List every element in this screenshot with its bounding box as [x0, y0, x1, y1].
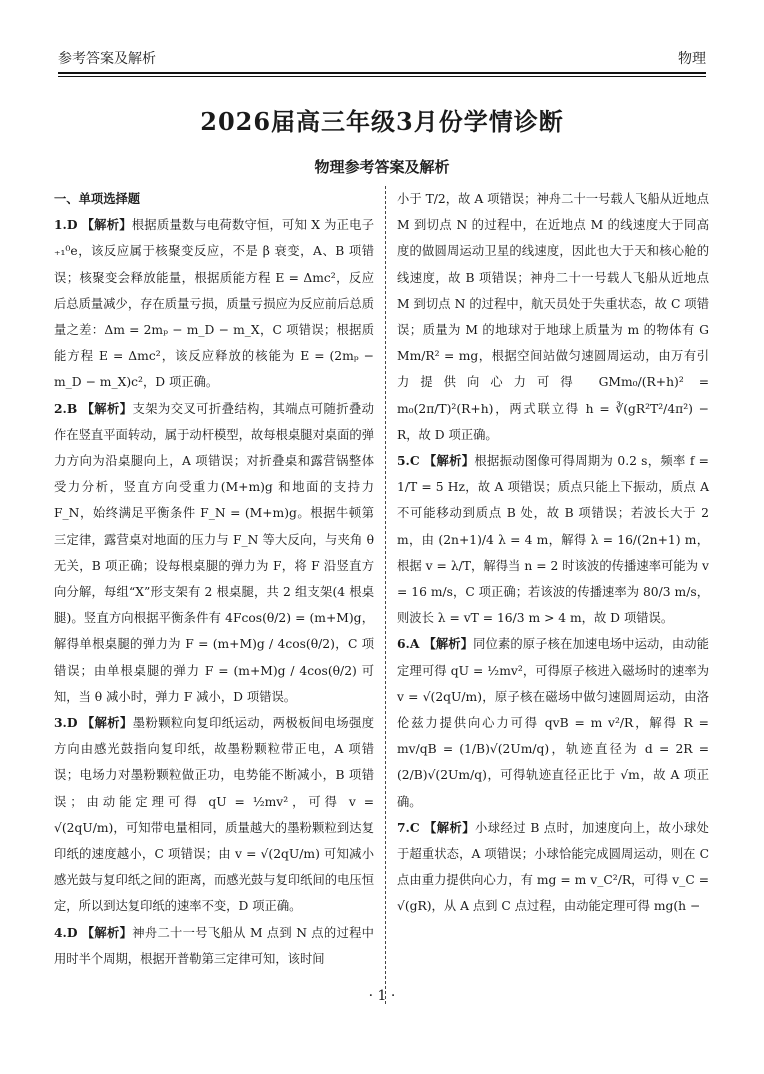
section-heading: 一、单项选择题	[54, 191, 141, 206]
header-left-title: 参考答案及解析	[58, 51, 156, 67]
column-divider	[385, 186, 386, 1004]
answer-number: 4.D	[54, 924, 78, 940]
answer-text: 神舟二十一号飞船从 M 点到 N 点的过程中用时半个周期，根据开普勒第三定律可知，该时间	[54, 925, 374, 966]
answer-item-5	[397, 448, 709, 631]
answer-number: 3.D	[54, 715, 78, 731]
answer-text: 支架为交叉可折叠结构，其端点可随折叠动作在竖直平面转动，属于动杆模型，故每根桌腿对桌面的弹力方向为沿桌腿向上，A 项错误；对折叠桌和露营锅整体受力分析，竖直方向受重力(M+m)g 和地面的支持力 F_N，始终满足平衡条件 F_N = (M+m)g。根据牛顿第三定律，露营桌对地面的压力与 F_N 等大反向，与夹角 θ 无关，B 项正确；设每根桌腿的弹力为 F，将 F 沿竖直方向分解，每组“X”形支架有 2 根桌腿，共 2 组支架(4 根桌腿)。竖直方向根据平衡条件有 4Fcos(θ/2) = (m+M)g，解得单根桌腿的弹力为 F = (m+M)g / 4cos(θ/2)，C 项错误；由单根桌腿的弹力 F = (m+M)g / 4cos(θ/2) 可知，当 θ 减小时，弹力 F 减小，D 项错误。	[54, 401, 374, 704]
answer-text: 同位素的原子核在加速电场中运动，由动能定理可得 qU = ½mv²，可得原子核进入磁场时的速率为 v = √(2qU/m)，原子核在磁场中做匀速圆周运动，由洛伦兹力提供向心力可得 qvB = m v²/R，解得 R = mv/qB = (1/B)√(2Um/q)，轨迹直径为 d = 2R = (2/B)√(2Um/q)，可得轨迹直径正比于 √m，故 A 项正确。	[397, 637, 709, 809]
answer-text: 小于 T/2，故 A 项错误；神舟二十一号载人飞船从近地点 M 到切点 N 的过程中，在近地点 M 的线速度大于同高度的做圆周运动卫星的线速度，因此也大于天和核心舱的线速度，故 B 项错误；神舟二十一号载人飞船从近地点 M 到切点 N 的过程中，航天员处于失重状态，故 C 项错误；质量为 M 的地球对于地球上质量为 m 的物体有 G Mm/R² = mg，根据空间站做匀速圆周运动，由万有引力提供向心力可得 GMm₀/(R+h)² = m₀(2π/T)²(R+h)，两式联立得 h = ∛(gR²T²/4π²) − R，故 D 项正确。	[397, 192, 709, 442]
answer-item-2	[54, 396, 374, 710]
analysis-tag: 【解析】	[81, 400, 133, 416]
answer-text: 墨粉颗粒向复印纸运动，两极板间电场强度方向由感光鼓指向复印纸，故墨粉颗粒带正电，A 项错误；电场力对墨粉颗粒做正功，电势能不断减小，B 项错误；由动能定理可得 qU = ½mv²，可得 v = √(2qU/m)，可知带电量相同，质量越大的墨粉颗粒到达复印纸的速度越小，C 项错误；由 v = √(2qU/m) 可知减小感光鼓与复印纸之间的距离，而感光鼓与复印纸间的电压恒定，所以到达复印纸的速率不变，D 项正确。	[54, 716, 374, 914]
header-subject: 物理	[678, 51, 706, 67]
answer-number: 5.C	[397, 453, 420, 469]
answer-number: 2.B	[54, 400, 78, 416]
answer-text: 根据振动图像可得周期为 0.2 s，频率 f = 1/T = 5 Hz，故 A 项错误；质点只能上下振动，质点 A 不可能移动到质点 B 处，故 B 项错误；若波长大于 2 m，由 (2n+1)/4 λ = 4 m，解得 λ = 16/(2n+1) m，根据 v = λ/T，解得当 n = 2 时该波的传播速率可能为 v = 16 m/s，C 项正确；若该波的传播速率为 80/3 m/s，则波长 λ = vT = 16/3 m > 4 m，故 D 项错误。	[397, 454, 709, 626]
analysis-tag: 【解析】	[423, 636, 474, 652]
answer-item-7	[397, 815, 709, 920]
answer-item-4-cont	[397, 186, 709, 448]
analysis-tag: 【解析】	[81, 924, 133, 940]
answer-number: 1.D	[54, 217, 78, 233]
analysis-tag: 【解析】	[423, 819, 475, 835]
page-title: 2026届高三年级3月份学情诊断	[200, 107, 564, 136]
page-subtitle: 物理参考答案及解析	[314, 158, 450, 176]
answer-item-3	[54, 710, 374, 920]
answer-text: 小球经过 B 点时，加速度向上，故小球处于超重状态，A 项错误；小球恰能完成圆周运动，则在 C 点由重力提供向心力，有 mg = m v_C²/R，可得 v_C = √(gR)，从 A 点到 C 点过程，由动能定理可得 mg(h −	[397, 820, 709, 914]
answer-item-1	[54, 212, 374, 395]
header-rule-thin	[58, 76, 706, 77]
answer-text: 根据质量数与电荷数守恒，可知 X 为正电子₊₁⁰e，该反应属于核聚变反应，不是 β 衰变，A、B 项错误；核聚变会释放能量，根据质能方程 E = Δmc²，反应后总质量减少，存在质量亏损，质量亏损应为反应前后总质量之差：Δm = 2mₚ − m_D − m_X，C 项错误；根据质能方程 E = Δmc²，该反应释放的核能为 E = (2mₚ − m_D − m_X)c²，D 项正确。	[54, 218, 374, 390]
answer-number: 6.A	[397, 636, 420, 652]
right-column	[397, 186, 709, 920]
answer-item-4	[54, 920, 374, 972]
analysis-tag: 【解析】	[423, 453, 475, 469]
answer-item-6	[397, 631, 709, 814]
page-number: · 1 ·	[368, 988, 396, 1004]
page-header	[58, 42, 706, 72]
answer-number: 7.C	[397, 819, 420, 835]
analysis-tag: 【解析】	[81, 217, 132, 233]
left-column	[54, 186, 374, 972]
header-rule	[58, 72, 706, 74]
analysis-tag: 【解析】	[81, 715, 133, 731]
